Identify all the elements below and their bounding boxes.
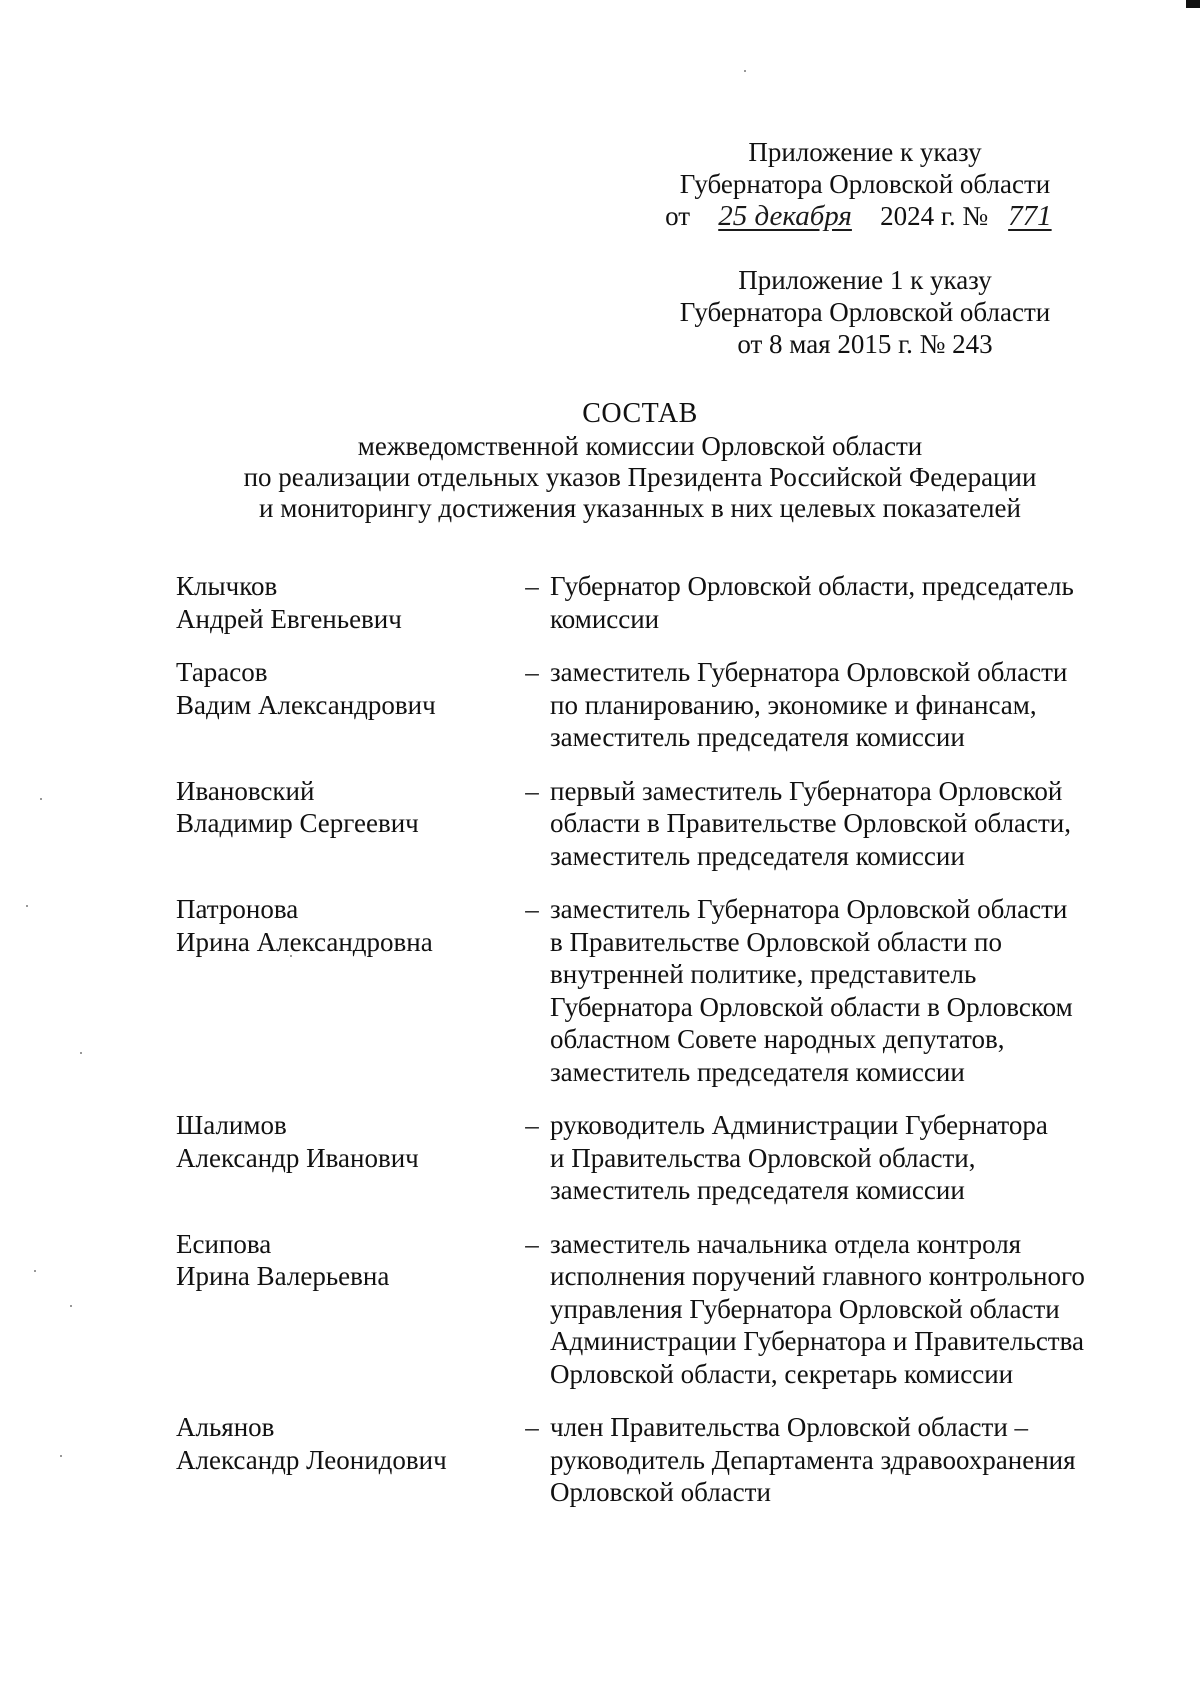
role-line: по планированию, экономике и финансам,	[550, 689, 1037, 720]
role-line: заместитель начальника отдела контроля	[550, 1228, 1022, 1259]
member-row	[176, 1411, 1126, 1509]
member-name	[176, 656, 514, 754]
member-row	[176, 570, 1126, 635]
member-given-name: Александр Иванович	[176, 1142, 419, 1173]
member-role	[550, 775, 1126, 873]
role-line: управления Губернатора Орловской области	[550, 1293, 1060, 1324]
role-line: член Правительства Орловской области –	[550, 1412, 1029, 1442]
members-list	[176, 570, 1126, 1530]
role-line: Орловской области, секретарь комиссии	[550, 1358, 1014, 1389]
role-line: заместитель председателя комиссии	[550, 840, 965, 871]
member-surname: Патронова	[176, 894, 299, 924]
member-name	[176, 775, 514, 873]
member-given-name: Андрей Евгеньевич	[176, 603, 402, 634]
role-line: области в Правительстве Орловской области,	[550, 808, 1072, 838]
member-surname: Шалимов	[176, 1110, 287, 1140]
member-surname: Ивановский	[176, 775, 315, 806]
member-given-name: Вадим Александрович	[176, 689, 436, 720]
member-surname: Альянов	[176, 1412, 275, 1442]
annex-header-original	[620, 264, 1110, 360]
title-line: и мониторингу достижения указанных в них целевых показателей	[259, 493, 1021, 523]
member-dash: –	[525, 571, 539, 601]
member-given-name: Ирина Валерьевна	[176, 1261, 390, 1291]
role-line: заместитель Губернатора Орловской области	[550, 894, 1068, 924]
scan-speck	[70, 1305, 72, 1307]
member-name	[176, 1109, 514, 1207]
role-line: руководитель Департамента здравоохранения	[550, 1444, 1076, 1475]
annex-header-current	[620, 136, 1110, 232]
member-row	[176, 1228, 1126, 1391]
role-line: внутренней политике, представитель	[550, 959, 977, 989]
role-line: первый заместитель Губернатора Орловской	[550, 775, 1063, 806]
title-line: межведомственной комиссии Орловской области	[357, 431, 923, 461]
title-line: по реализации отдельных указов Президента Российской Федерации	[243, 462, 1037, 492]
member-name	[176, 893, 514, 1088]
role-line: исполнения поручений главного контрольного	[550, 1261, 1085, 1291]
member-surname: Есипова	[176, 1228, 272, 1259]
member-row	[176, 656, 1126, 754]
scan-speck	[26, 905, 28, 907]
scan-speck	[60, 1455, 62, 1457]
member-row	[176, 893, 1126, 1088]
member-dash: –	[525, 1110, 539, 1140]
member-role	[550, 656, 1126, 754]
member-role	[550, 570, 1126, 635]
document-title	[160, 398, 1120, 524]
member-role	[550, 1109, 1126, 1207]
member-name	[176, 1411, 514, 1509]
scan-speck	[40, 798, 42, 800]
scan-speck	[80, 1052, 82, 1054]
member-name	[176, 570, 514, 635]
role-line: областном Совете народных депутатов,	[550, 1024, 1005, 1054]
date-prefix: от	[665, 201, 691, 231]
annex-original-line2: Губернатора Орловской области	[679, 297, 1051, 327]
member-role	[550, 1411, 1126, 1509]
member-row	[176, 1109, 1126, 1207]
member-dash: –	[525, 775, 539, 806]
annex-current-line1: Приложение к указу	[748, 137, 982, 167]
role-line: в Правительстве Орловской области по	[550, 926, 1002, 957]
role-line: Губернатор Орловской области, председатель	[550, 571, 1074, 601]
member-name	[176, 1228, 514, 1391]
role-line: заместитель председателя комиссии	[550, 722, 965, 752]
member-dash: –	[525, 1228, 539, 1259]
handwritten-date: 25 декабря	[718, 200, 852, 232]
scan-corner-mark	[1186, 0, 1200, 8]
scan-speck	[34, 1270, 36, 1272]
role-line: заместитель Губернатора Орловской области	[550, 657, 1068, 687]
annex-original-line1: Приложение 1 к указу	[738, 265, 992, 295]
member-dash: –	[525, 1412, 539, 1442]
member-role	[550, 893, 1126, 1088]
year-text: 2024 г. №	[880, 201, 989, 231]
role-line: руководитель Администрации Губернатора	[550, 1110, 1048, 1140]
handwritten-number: 771	[1008, 200, 1052, 232]
title-main: СОСТАВ	[582, 398, 698, 429]
annex-current-line2: Губернатора Орловской области	[679, 169, 1051, 199]
annex-current-date-line	[620, 200, 1110, 232]
scan-speck	[744, 70, 746, 72]
member-row	[176, 775, 1126, 873]
member-surname: Клычков	[176, 571, 278, 601]
member-given-name: Владимир Сергеевич	[176, 808, 419, 838]
member-role	[550, 1228, 1126, 1391]
annex-original-line3: от 8 мая 2015 г. № 243	[737, 329, 993, 359]
role-line: заместитель председателя комиссии	[550, 1175, 965, 1205]
role-line: заместитель председателя комиссии	[550, 1056, 965, 1087]
role-line: комиссии	[550, 603, 660, 634]
member-dash: –	[525, 894, 539, 924]
member-given-name: Александр Леонидович	[176, 1444, 447, 1475]
member-dash: –	[525, 657, 539, 687]
role-line: Губернатора Орловской области в Орловском	[550, 991, 1073, 1022]
member-surname: Тарасов	[176, 657, 268, 687]
role-line: и Правительства Орловской области,	[550, 1142, 976, 1173]
role-line: Орловской области	[550, 1477, 771, 1507]
role-line: Администрации Губернатора и Правительства	[550, 1326, 1084, 1356]
member-given-name: Ирина Александровна	[176, 926, 433, 957]
